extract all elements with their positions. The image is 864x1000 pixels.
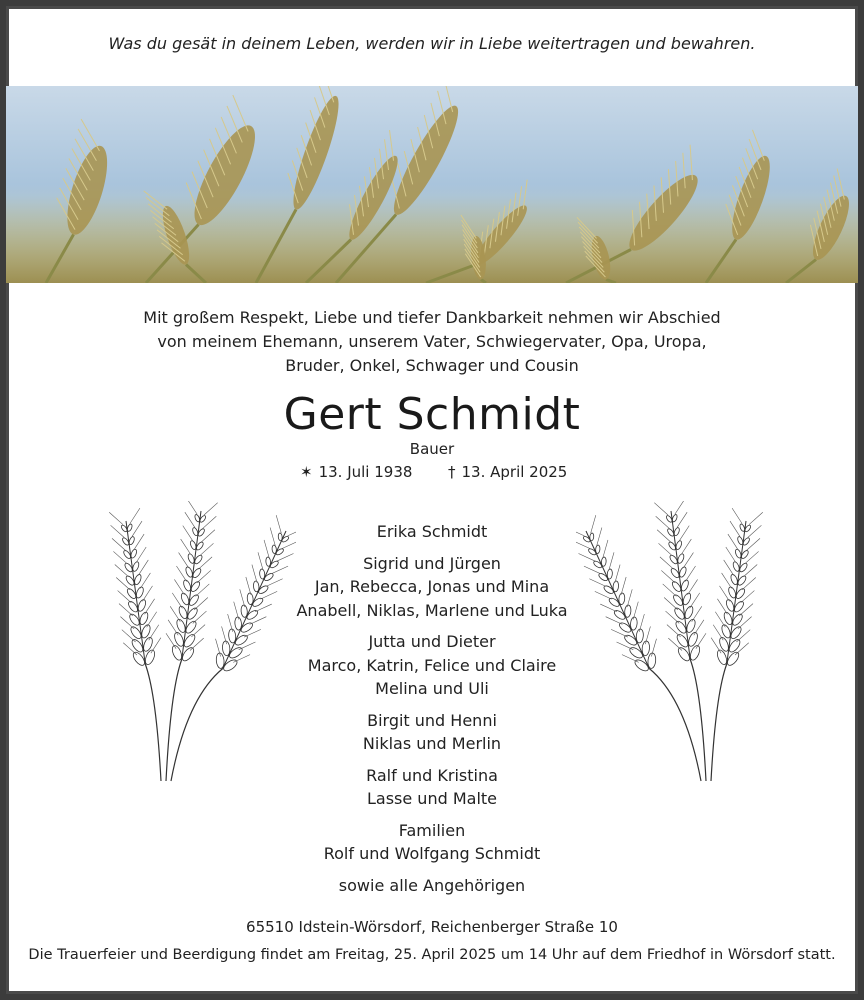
mourner-line: Rolf und Wolfgang Schmidt (323, 844, 541, 863)
deceased-name: Gert Schmidt (283, 389, 581, 440)
mourner-group (232, 819, 632, 866)
intro-line: Mit großem Respekt, Liebe und tiefer Dankbarkeit nehmen wir Abschied (143, 308, 721, 327)
mourner-line: Jan, Rebecca, Jonas und Mina (314, 577, 550, 596)
mourner-line: Sigrid und Jürgen (363, 553, 501, 573)
intro-line: von meinem Ehemann, unserem Vater, Schwiegervater, Opa, Uropa, (157, 332, 707, 351)
funeral-service-info: Die Trauerfeier und Beerdigung findet am Freitag, 25. April 2025 um 14 Uhr auf dem Friedhof in Wörsdorf statt. (28, 947, 836, 963)
deceased-occupation: Bauer (409, 440, 455, 458)
intro-text (6, 306, 858, 378)
mourner-group (232, 520, 632, 544)
mourner-line: Anabell, Niklas, Marlene und Luka (296, 600, 568, 620)
mourner-line: Melina und Uli (375, 679, 489, 698)
mourner-line: Birgit und Henni (367, 710, 497, 730)
mourner-line: Jutta und Dieter (368, 632, 496, 651)
obituary-card (6, 6, 858, 994)
mourner-group (232, 874, 632, 898)
mourner-group (232, 630, 632, 701)
birth-date-block (300, 463, 412, 481)
mourning-address: 65510 Idstein-Wörsdorf, Reichenberger Straße 10 (246, 918, 618, 936)
mourner-group (232, 552, 632, 623)
mourner-line: Niklas und Merlin (362, 734, 502, 753)
mourner-group (232, 709, 632, 756)
mourner-line: sowie alle Angehörigen (338, 875, 526, 895)
mourner-line: Ralf und Kristina (366, 765, 498, 785)
death-date: 13. April 2025 (461, 463, 568, 481)
death-date-block (448, 463, 567, 481)
birth-star-icon: ✶ (300, 463, 313, 481)
motto: Was du gesät in deinem Leben, werden wir in Liebe weitertragen und bewahren. (108, 34, 756, 53)
birth-date: 13. Juli 1938 (318, 463, 413, 481)
mourner-line: Erika Schmidt (376, 522, 488, 541)
intro-line: Bruder, Onkel, Schwager und Cousin (285, 356, 579, 375)
mourner-line: Marco, Katrin, Felice und Claire (307, 655, 557, 675)
mourner-line: Lasse und Malte (366, 789, 497, 808)
mourner-group (232, 764, 632, 811)
wheat-field-banner (6, 86, 858, 283)
death-cross-icon: † (448, 463, 456, 481)
life-dates (6, 463, 858, 487)
mourners-list (232, 520, 632, 905)
mourner-line: Familien (398, 820, 466, 840)
